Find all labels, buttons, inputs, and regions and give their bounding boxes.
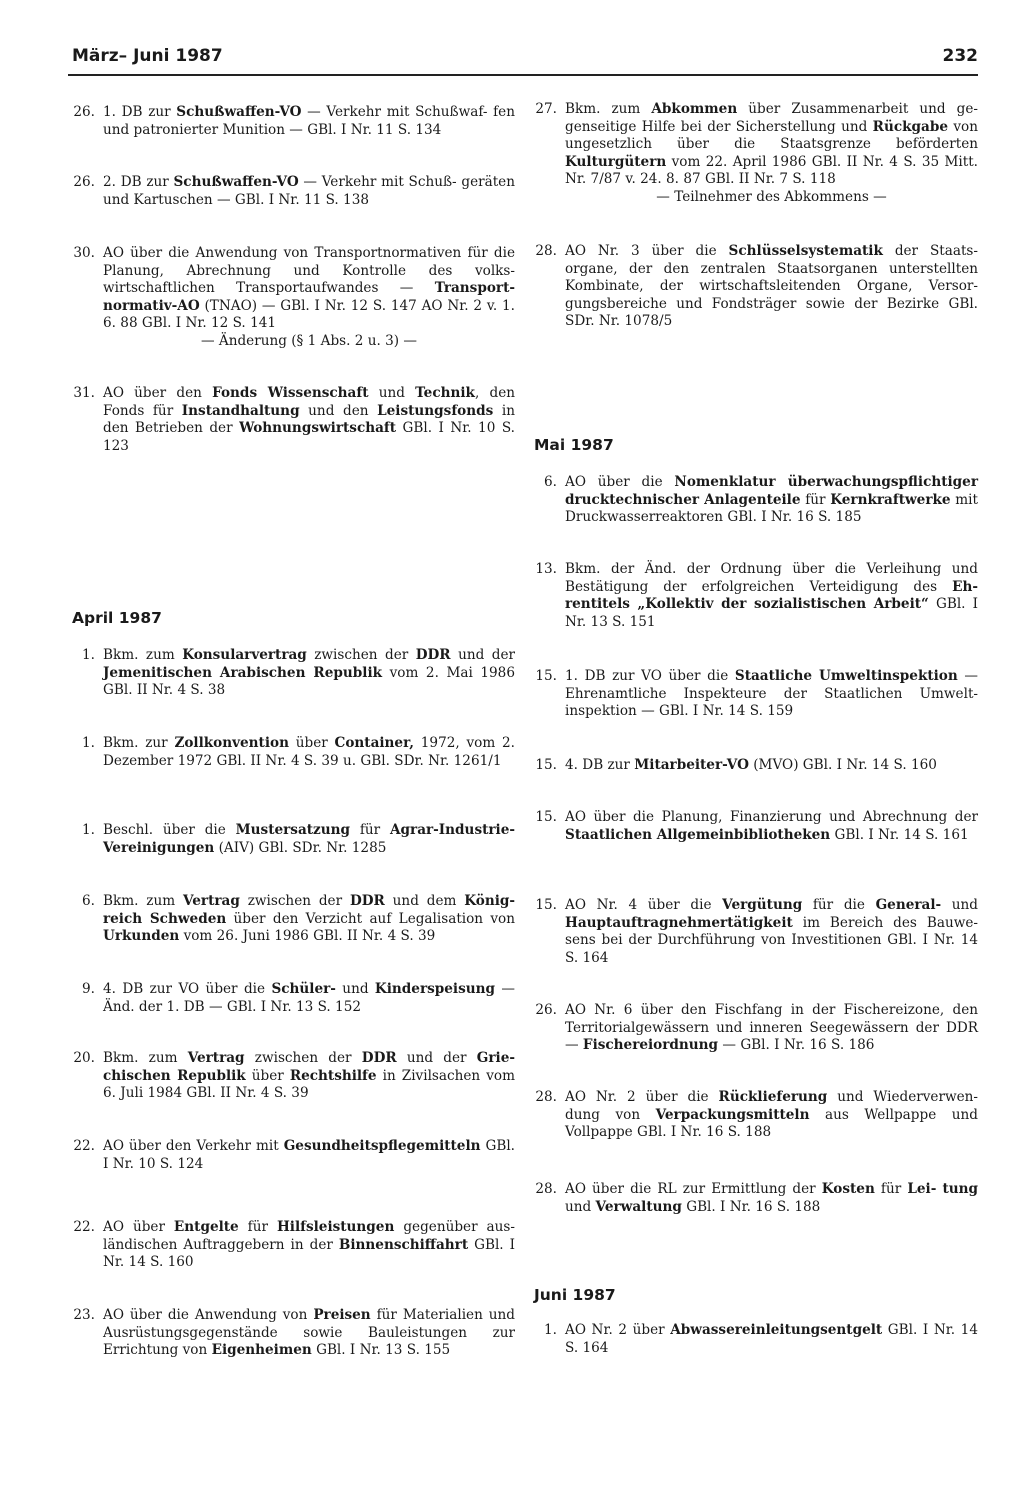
- entry-text: AO über die Nomenklatur überwachungspflichtiger drucktechnischer Anlagenteile für Kernkraftwerke mit Druckwasserreaktoren GBl. I Nr. 16 S. 185: [565, 474, 978, 526]
- entry-number: 1.: [544, 1322, 557, 1338]
- list-item: [70, 104, 515, 139]
- list-item: [70, 1138, 515, 1173]
- entry-text: AO über die Anwendung von Preisen für Materialien und Ausrüstungsgegenstände sowie Bauleistungen zur Errichtung von Eigenheimen GBl. I Nr. 13 S. 155: [103, 1307, 516, 1359]
- list-item: [70, 174, 515, 209]
- entry-number: 13.: [535, 561, 557, 577]
- section-heading-april: April 1987: [72, 609, 162, 627]
- entry-text: AO über die RL zur Ermittlung der Kosten für Lei- tung und Verwaltung GBl. I Nr. 16 S. 188: [565, 1181, 978, 1215]
- entry-text: Bkm. zum Konsularvertrag zwischen der DDR und der Jemenitischen Arabischen Republik vom 2. Mai 1986 GBl. II Nr. 4 S. 38: [103, 647, 515, 699]
- entry-number: 30.: [73, 245, 95, 261]
- right-column: [532, 0, 978, 1487]
- section-heading-mai: Mai 1987: [534, 436, 614, 454]
- list-item: [70, 245, 515, 351]
- entry-number: 26.: [73, 104, 95, 120]
- list-item: [532, 561, 978, 631]
- list-item: [70, 1307, 515, 1360]
- entry-number: 15.: [535, 668, 557, 684]
- entry-text: AO über Entgelte für Hilfsleistungen gegenüber aus- ländischen Auftraggebern in der Binnenschiffahrt GBl. I Nr. 14 S. 160: [103, 1219, 515, 1271]
- entry-text: 4. DB zur VO über die Schüler- und Kinderspeisung — Änd. der 1. DB — GBl. I Nr. 13 S. 152: [103, 981, 515, 1015]
- entry-number: 6.: [544, 474, 557, 490]
- list-item: [70, 1050, 515, 1103]
- section-heading-juni: Juni 1987: [534, 1286, 616, 1304]
- list-item: [70, 893, 515, 946]
- entry-note: — Änderung (§ 1 Abs. 2 u. 3) —: [200, 332, 418, 349]
- list-item: [532, 897, 978, 967]
- list-item: [70, 981, 515, 1016]
- entry-number: 26.: [535, 1002, 557, 1018]
- entry-number: 22.: [73, 1138, 95, 1154]
- list-item: [532, 474, 978, 527]
- entry-text: Bkm. zur Zollkonvention über Container, 1972, vom 2. Dezember 1972 GBl. II Nr. 4 S. 39 u. GBl. SDr. Nr. 1261/1: [103, 735, 515, 769]
- entry-number: 22.: [73, 1219, 95, 1235]
- list-item: [532, 809, 978, 844]
- entry-text: Bkm. zum Vertrag zwischen der DDR und der Grie- chischen Republik über Rechtshilfe in Zivilsachen vom 6. Juli 1984 GBl. II Nr. 4 S. 39: [103, 1050, 516, 1102]
- entry-text: 1. DB zur Schußwaffen-VO — Verkehr mit Schußwaf- fen und patronierter Munition — GBl. I Nr. 11 S. 134: [103, 104, 515, 138]
- entry-number: 28.: [535, 243, 557, 259]
- list-item: [70, 1219, 515, 1272]
- list-item: [532, 243, 978, 331]
- entry-number: 23.: [73, 1307, 95, 1323]
- list-item: [70, 647, 515, 700]
- list-item: [532, 668, 978, 721]
- entry-number: 15.: [535, 897, 557, 913]
- list-item: [532, 1002, 978, 1055]
- entry-text: AO über die Anwendung von Transportnormativen für die Planung, Abrechnung und Kontrolle des volks- wirtschaftlichen Transportaufwandes — Transport- normativ-AO (TNAO) — GBl. I Nr. 12 S. 147 AO Nr. 2 v. 1. 6. 88 GBl. I Nr. 12 S. 141 — Änderung (§ 1 Abs. 2 u. 3) —: [103, 245, 515, 349]
- entry-text: 1. DB zur VO über die Staatliche Umweltinspektion — Ehrenamtliche Inspekteure der Staatlichen Umwelt- inspektion — GBl. I Nr. 14 S. 159: [565, 668, 978, 720]
- entry-number: 1.: [82, 647, 95, 663]
- entry-text: 2. DB zur Schußwaffen-VO — Verkehr mit Schuß- geräten und Kartuschen — GBl. I Nr. 11 S. 138: [103, 174, 515, 208]
- list-item: [532, 1089, 978, 1142]
- list-item: [532, 757, 978, 775]
- entry-text: Bkm. der Änd. der Ordnung über die Verleihung und Bestätigung der erfolgreichen Verteidigung des Eh- rentitels „Kollektiv der sozialistischen Arbeit“ GBl. I Nr. 13 S. 151: [565, 561, 979, 630]
- list-item: [70, 385, 515, 455]
- entry-number: 20.: [73, 1050, 95, 1066]
- entry-number: 1.: [82, 822, 95, 838]
- entry-text: AO über den Fonds Wissenschaft und Technik, den Fonds für Instandhaltung und den Leistungsfonds in den Betrieben der Wohnungswirtschaft GBl. I Nr. 10 S. 123: [103, 385, 515, 454]
- entry-text: 4. DB zur Mitarbeiter-VO (MVO) GBl. I Nr. 14 S. 160: [565, 757, 937, 773]
- entry-number: 28.: [535, 1089, 557, 1105]
- entry-text: Bkm. zum Abkommen über Zusammenarbeit und ge- genseitige Hilfe bei der Sicherstellung und Rückgabe von ungesetzlich über die Staatsgrenze beförderten Kulturgütern vom 22. April 1986 GBl. II Nr. 4 S. 35 Mitt. Nr. 7/87 v. 24. 8. 87 GBl. II Nr. 7 S. 118 — Teilnehmer des Abkommens —: [565, 101, 978, 205]
- entry-number: 28.: [535, 1181, 557, 1197]
- entry-text: AO über den Verkehr mit Gesundheitspflegemitteln GBl. I Nr. 10 S. 124: [103, 1138, 515, 1172]
- entry-text: Bkm. zum Vertrag zwischen der DDR und dem König- reich Schweden über den Verzicht auf Legalisation von Urkunden vom 26. Juni 1986 GBl. II Nr. 4 S. 39: [103, 893, 516, 945]
- list-item: [532, 1181, 978, 1216]
- entry-number: 15.: [535, 757, 557, 773]
- entry-text: AO Nr. 3 über die Schlüsselsystematik der Staats- organe, der den zentralen Staatsorganen unterstellten Kombinate, der wirtschaftsleitenden Organe, Versor- gungsbereiche und Fondsträger sowie der Bezirke GBl. SDr. Nr. 1078/5: [565, 243, 978, 330]
- entry-text: Beschl. über die Mustersatzung für Agrar-Industrie- Vereinigungen (AIV) GBl. SDr. Nr. 1285: [103, 822, 515, 856]
- entry-number: 31.: [73, 385, 95, 401]
- list-item: [70, 735, 515, 770]
- page-number: 232: [942, 46, 978, 66]
- list-item: [70, 822, 515, 857]
- entry-text: AO über die Planung, Finanzierung und Abrechnung der Staatlichen Allgemeinbibliotheken GBl. I Nr. 14 S. 161: [565, 809, 978, 843]
- left-column: [70, 0, 515, 1487]
- header-date-range: März– Juni 1987: [72, 46, 223, 66]
- list-item: [532, 1322, 978, 1357]
- entry-number: 27.: [535, 101, 557, 117]
- entry-text: AO Nr. 2 über die Rücklieferung und Wiederverwen- dung von Verpackungsmitteln aus Wellpappe und Vollpappe GBl. I Nr. 16 S. 188: [565, 1089, 978, 1141]
- entry-text: AO Nr. 2 über Abwassereinleitungsentgelt GBl. I Nr. 14 S. 164: [565, 1322, 978, 1356]
- entry-number: 6.: [82, 893, 95, 909]
- entry-number: 9.: [82, 981, 95, 997]
- entry-note: — Teilnehmer des Abkommens —: [656, 188, 887, 205]
- entry-number: 15.: [535, 809, 557, 825]
- entry-number: 26.: [73, 174, 95, 190]
- entry-number: 1.: [82, 735, 95, 751]
- entry-text: AO Nr. 6 über den Fischfang in der Fischereizone, den Territorialgewässern und inneren Seegewässern der DDR — Fischereiordnung — GBl. I Nr. 16 S. 186: [565, 1002, 978, 1054]
- entry-text: AO Nr. 4 über die Vergütung für die General- und Hauptauftragnehmertätigkeit im Bereich des Bauwe- sens bei der Durchführung von Investitionen GBl. I Nr. 14 S. 164: [565, 897, 978, 966]
- list-item: [532, 101, 978, 207]
